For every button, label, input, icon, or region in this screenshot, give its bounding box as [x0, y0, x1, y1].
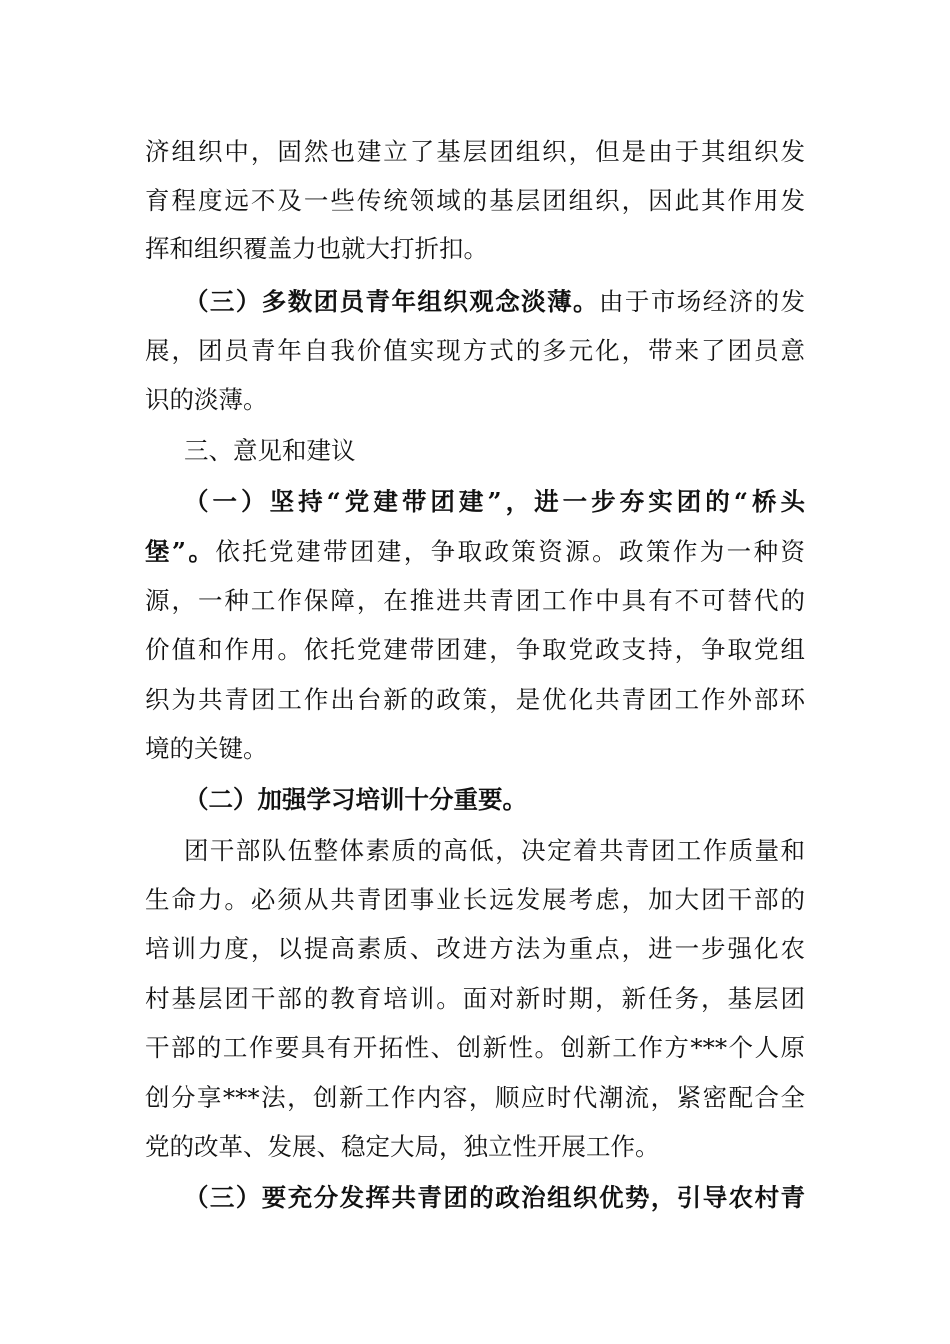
body-text: 培训力度，以提高素质、改进方法为重点，进一步强化农 — [145, 934, 805, 963]
paragraph-line — [184, 831, 805, 871]
body-text: 由于市场经济的发 — [598, 287, 806, 316]
section-heading: （一）坚持“党建带团建”，进一步夯实团的“桥头 — [184, 487, 805, 516]
body-text: 团干部队伍整体素质的高低，决定着共青团工作质量和 — [184, 836, 805, 865]
paragraph-line — [145, 880, 805, 920]
body-text: 党的改革、发展、稳定大局，独立性开展工作。 — [145, 1132, 660, 1161]
body-text: 生命力。必须从共青团事业长远发展考虑，加大团干部的 — [145, 885, 805, 914]
paragraph-line — [145, 630, 805, 670]
paragraph-line — [145, 331, 805, 371]
paragraph-line — [184, 780, 805, 820]
body-text: 济组织中，固然也建立了基层团组织，但是由于其组织发 — [145, 137, 805, 166]
paragraph-line — [145, 979, 805, 1019]
section-heading: （二）加强学习培训十分重要。 — [184, 785, 527, 814]
body-text: 识的淡薄。 — [145, 385, 268, 414]
body-text: 育程度远不及一些传统领域的基层团组织，因此其作用发 — [145, 186, 805, 215]
paragraph-line — [184, 282, 805, 322]
paragraph-line — [145, 729, 805, 769]
paragraph-line — [184, 1178, 805, 1218]
paragraph-line — [145, 1078, 805, 1118]
section-title-text: 三、意见和建议 — [184, 436, 356, 465]
paragraph-line — [145, 1028, 805, 1068]
body-text: 织为共青团工作出台新的政策，是优化共青团工作外部环 — [145, 685, 805, 714]
body-text: 村基层团干部的教育培训。面对新时期，新任务，基层团 — [145, 984, 805, 1013]
paragraph-line — [145, 680, 805, 720]
paragraph-line — [184, 482, 805, 522]
body-text: 境的关键。 — [145, 734, 268, 763]
section-title — [184, 431, 805, 471]
body-text: 依托党建带团建，争取政策资源。政策作为一种资 — [215, 537, 806, 566]
paragraph-line — [145, 229, 805, 269]
paragraph-line — [145, 380, 805, 420]
paragraph-line — [145, 532, 805, 572]
body-text: 干部的工作要具有开拓性、创新性。创新工作方***个人原 — [145, 1033, 805, 1062]
paragraph-line — [145, 581, 805, 621]
body-text: 源，一种工作保障，在推进共青团工作中具有不可替代的 — [145, 586, 805, 615]
paragraph-line — [145, 929, 805, 969]
paragraph-line — [145, 132, 805, 172]
section-heading: 堡”。 — [145, 537, 216, 566]
body-text: 挥和组织覆盖力也就大打折扣。 — [145, 234, 488, 263]
body-text: 创分享***法，创新工作内容，顺应时代潮流，紧密配合全 — [145, 1083, 805, 1112]
section-heading: （三）要充分发挥共青团的政治组织优势，引导农村青 — [184, 1183, 805, 1212]
paragraph-line — [145, 1127, 805, 1167]
section-heading: （三）多数团员青年组织观念淡薄。 — [184, 287, 599, 316]
paragraph-line — [145, 181, 805, 221]
body-text: 展，团员青年自我价值实现方式的多元化，带来了团员意 — [145, 336, 805, 365]
body-text: 价值和作用。依托党建带团建，争取党政支持，争取党组 — [145, 635, 805, 664]
